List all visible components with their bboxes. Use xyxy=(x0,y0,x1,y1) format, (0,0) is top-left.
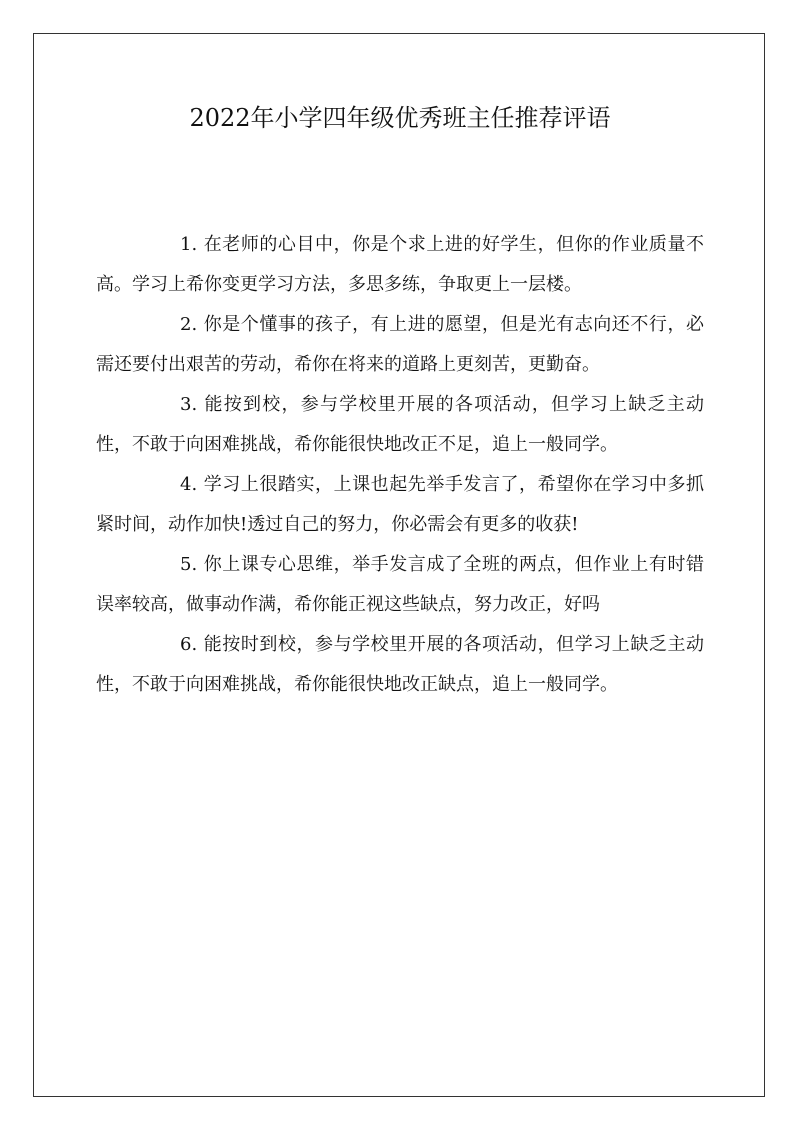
paragraph-5 xyxy=(96,545,704,625)
paragraph-3 xyxy=(96,385,704,465)
paragraph-number: 2. xyxy=(180,314,198,335)
paragraph-4 xyxy=(96,465,704,545)
paragraph-number: 6. xyxy=(180,634,198,655)
paragraph-text: 能按时到校，参与学校里开展的各项活动，但学习上缺乏主动性，不敢于向困难挑战，希你能很快地改正缺点，追上一般同学。 xyxy=(96,634,704,695)
paragraph-text: 学习上很踏实，上课也起先举手发言了，希望你在学习中多抓紧时间，动作加快!透过自己的努力，你必需会有更多的收获! xyxy=(96,474,704,535)
paragraph-1 xyxy=(96,225,704,305)
paragraph-text: 能按到校，参与学校里开展的各项活动，但学习上缺乏主动性，不敢于向困难挑战，希你能很快地改正不足，追上一般同学。 xyxy=(96,394,704,455)
paragraph-2 xyxy=(96,305,704,385)
paragraph-6 xyxy=(96,625,704,705)
paragraph-text: 你上课专心思维，举手发言成了全班的两点，但作业上有时错误率较高，做事动作满，希你能正视这些缺点，努力改正，好吗 xyxy=(96,554,704,615)
paragraph-number: 5. xyxy=(180,554,198,575)
paragraph-text: 你是个懂事的孩子，有上进的愿望，但是光有志向还不行，必需还要付出艰苦的劳动，希你在将来的道路上更刻苦，更勤奋。 xyxy=(96,314,704,375)
paragraph-number: 1. xyxy=(180,234,198,255)
document-title: 2022年小学四年级优秀班主任推荐评语 xyxy=(189,104,611,132)
paragraph-number: 3. xyxy=(180,394,198,415)
paragraph-text: 在老师的心目中，你是个求上进的好学生，但你的作业质量不高。学习上希你变更学习方法，多思多练，争取更上一层楼。 xyxy=(96,234,704,295)
document-body xyxy=(96,225,704,705)
paragraph-number: 4. xyxy=(180,474,198,495)
